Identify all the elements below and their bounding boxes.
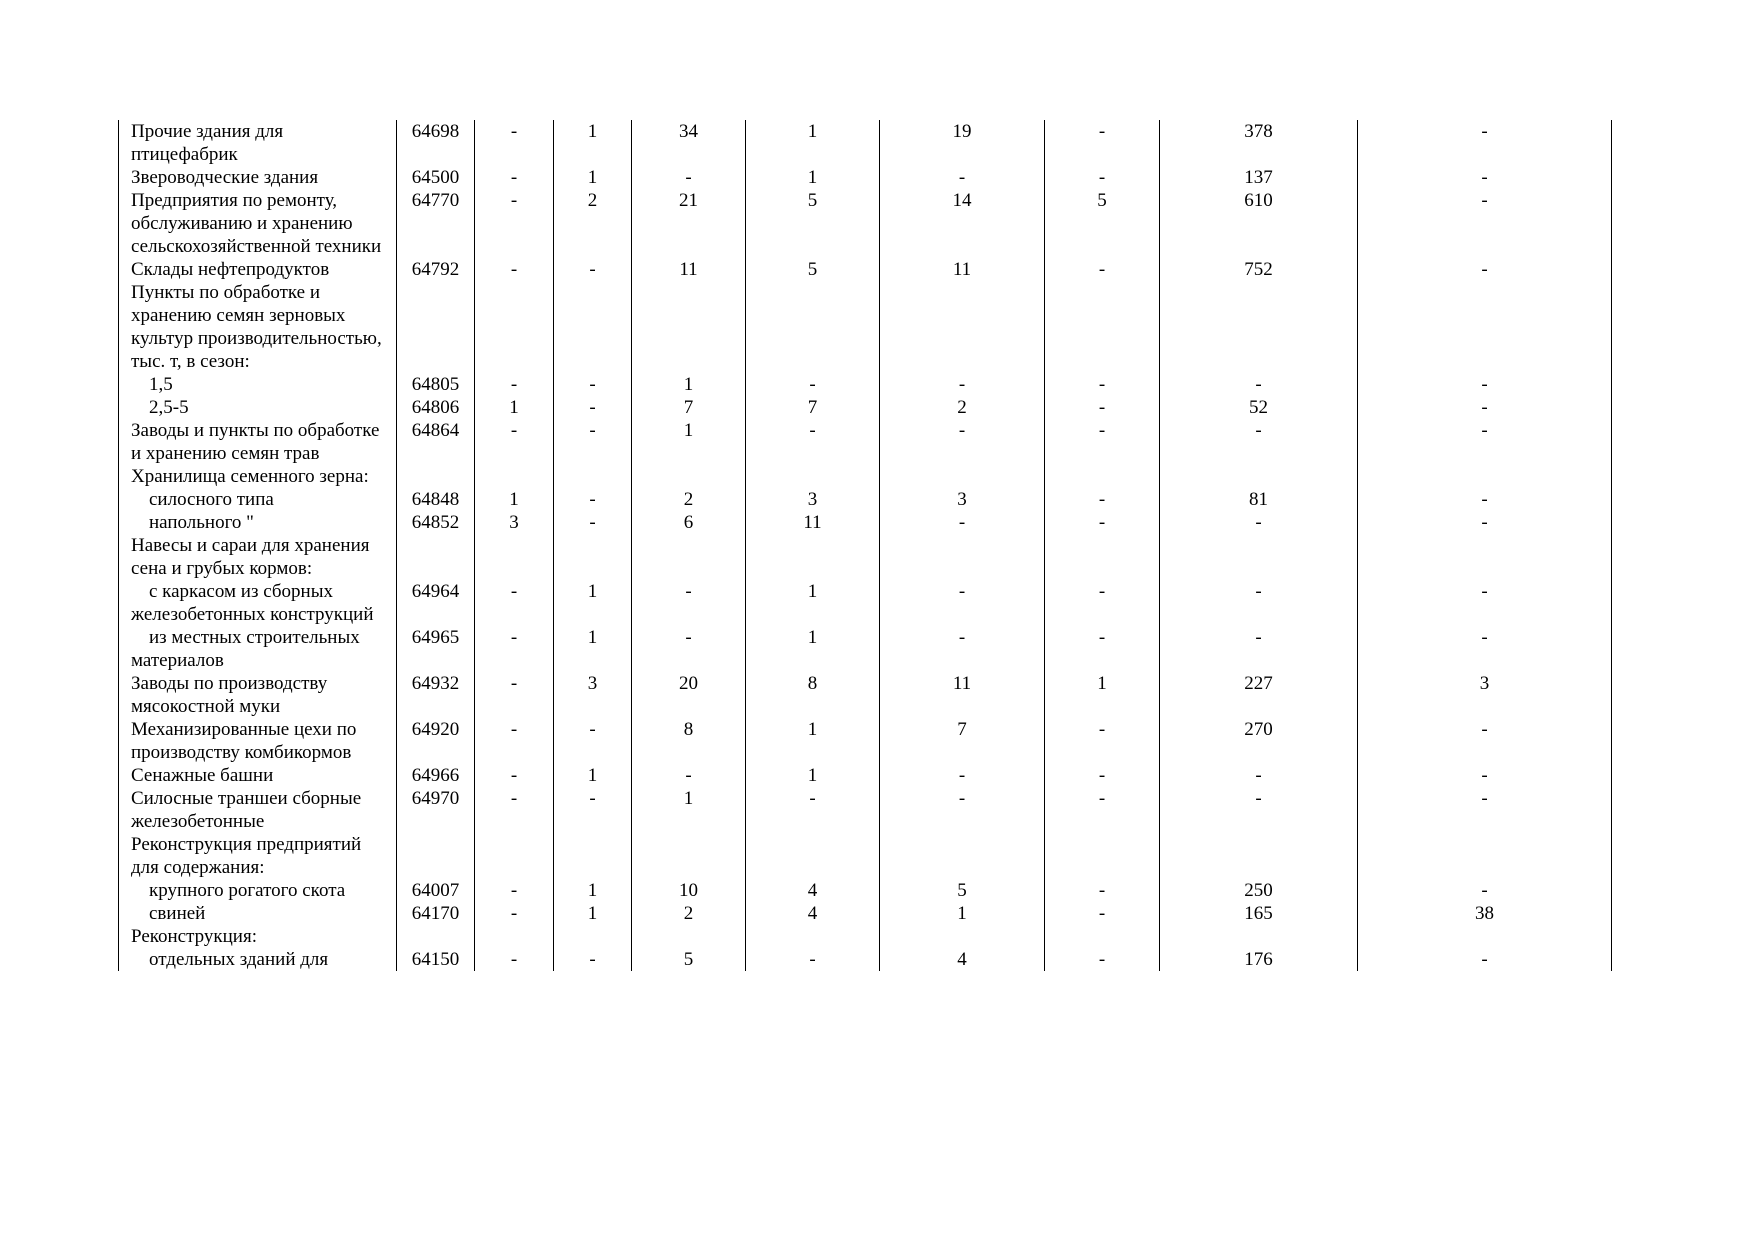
row-code: 64964 bbox=[397, 580, 475, 626]
row-name: силосного типа bbox=[119, 488, 397, 511]
row-value-5: 1 bbox=[880, 902, 1045, 925]
row-value-8: - bbox=[1358, 258, 1612, 281]
row-value-7: 81 bbox=[1160, 488, 1358, 511]
row-value-6 bbox=[1045, 833, 1160, 879]
row-value-3 bbox=[632, 465, 746, 488]
row-value-3: 2 bbox=[632, 902, 746, 925]
row-value-3: 6 bbox=[632, 511, 746, 534]
row-value-1 bbox=[475, 925, 554, 948]
row-name: свиней bbox=[119, 902, 397, 925]
row-value-8: - bbox=[1358, 396, 1612, 419]
row-value-1 bbox=[475, 534, 554, 580]
table-row bbox=[119, 879, 1612, 902]
row-value-8: - bbox=[1358, 879, 1612, 902]
row-value-1: - bbox=[475, 373, 554, 396]
row-name: 1,5 bbox=[119, 373, 397, 396]
row-code: 64150 bbox=[397, 948, 475, 971]
row-value-5: 11 bbox=[880, 258, 1045, 281]
row-value-6 bbox=[1045, 925, 1160, 948]
row-value-5: 14 bbox=[880, 189, 1045, 258]
row-value-4: - bbox=[746, 419, 880, 465]
row-value-6 bbox=[1045, 534, 1160, 580]
row-value-1: - bbox=[475, 879, 554, 902]
table-row bbox=[119, 465, 1612, 488]
row-value-4: 5 bbox=[746, 258, 880, 281]
row-value-2: - bbox=[554, 948, 632, 971]
table-row bbox=[119, 281, 1612, 373]
row-value-2: 1 bbox=[554, 120, 632, 166]
row-value-1: - bbox=[475, 120, 554, 166]
row-value-2: 3 bbox=[554, 672, 632, 718]
row-value-7 bbox=[1160, 281, 1358, 373]
row-value-8 bbox=[1358, 833, 1612, 879]
table-row bbox=[119, 419, 1612, 465]
row-value-5 bbox=[880, 465, 1045, 488]
row-value-7: 270 bbox=[1160, 718, 1358, 764]
table-row bbox=[119, 764, 1612, 787]
row-value-6: - bbox=[1045, 764, 1160, 787]
row-value-2 bbox=[554, 925, 632, 948]
row-value-4: 7 bbox=[746, 396, 880, 419]
table-row bbox=[119, 189, 1612, 258]
row-value-6: - bbox=[1045, 120, 1160, 166]
row-value-6: - bbox=[1045, 580, 1160, 626]
row-value-5: 3 bbox=[880, 488, 1045, 511]
row-value-1: - bbox=[475, 580, 554, 626]
row-value-8: - bbox=[1358, 718, 1612, 764]
row-value-2: - bbox=[554, 419, 632, 465]
row-value-1: - bbox=[475, 948, 554, 971]
row-value-8: - bbox=[1358, 511, 1612, 534]
row-value-2: - bbox=[554, 396, 632, 419]
row-value-3: - bbox=[632, 626, 746, 672]
row-value-6: 1 bbox=[1045, 672, 1160, 718]
row-value-5: 7 bbox=[880, 718, 1045, 764]
row-value-4: 5 bbox=[746, 189, 880, 258]
row-value-8: 38 bbox=[1358, 902, 1612, 925]
table-row bbox=[119, 718, 1612, 764]
row-value-6: 5 bbox=[1045, 189, 1160, 258]
table-row bbox=[119, 120, 1612, 166]
row-value-6: - bbox=[1045, 396, 1160, 419]
row-value-7: 137 bbox=[1160, 166, 1358, 189]
row-value-4: 1 bbox=[746, 120, 880, 166]
table-row bbox=[119, 580, 1612, 626]
row-value-3: - bbox=[632, 166, 746, 189]
row-name: отдельных зданий для bbox=[119, 948, 397, 971]
row-code: 64965 bbox=[397, 626, 475, 672]
row-value-8: - bbox=[1358, 948, 1612, 971]
table-row bbox=[119, 534, 1612, 580]
row-value-1: 1 bbox=[475, 488, 554, 511]
row-name: Реконструкция: bbox=[119, 925, 397, 948]
row-value-5 bbox=[880, 833, 1045, 879]
row-value-8: - bbox=[1358, 373, 1612, 396]
row-value-2: 1 bbox=[554, 764, 632, 787]
row-code bbox=[397, 465, 475, 488]
row-value-5: 19 bbox=[880, 120, 1045, 166]
row-name: Заводы и пункты по обработке и хранению семян трав bbox=[119, 419, 397, 465]
table-row bbox=[119, 258, 1612, 281]
row-value-3: 11 bbox=[632, 258, 746, 281]
row-value-5: - bbox=[880, 787, 1045, 833]
row-value-7 bbox=[1160, 833, 1358, 879]
row-value-7: 52 bbox=[1160, 396, 1358, 419]
row-code: 64920 bbox=[397, 718, 475, 764]
row-value-1 bbox=[475, 465, 554, 488]
row-value-6: - bbox=[1045, 258, 1160, 281]
row-value-8: - bbox=[1358, 166, 1612, 189]
row-value-3: 1 bbox=[632, 419, 746, 465]
row-name: Пункты по обработке и хранению семян зерновых культур производительностью, тыс. т, в сезон: bbox=[119, 281, 397, 373]
table-row bbox=[119, 488, 1612, 511]
row-value-8 bbox=[1358, 465, 1612, 488]
row-value-6: - bbox=[1045, 419, 1160, 465]
row-value-3: 5 bbox=[632, 948, 746, 971]
row-value-7: - bbox=[1160, 373, 1358, 396]
row-name: Хранилища семенного зерна: bbox=[119, 465, 397, 488]
row-code: 64852 bbox=[397, 511, 475, 534]
row-value-2: - bbox=[554, 258, 632, 281]
row-value-7: 378 bbox=[1160, 120, 1358, 166]
row-value-7: 165 bbox=[1160, 902, 1358, 925]
row-code: 64864 bbox=[397, 419, 475, 465]
row-value-3 bbox=[632, 281, 746, 373]
row-name: Навесы и сараи для хранения сена и грубых кормов: bbox=[119, 534, 397, 580]
row-value-4: 4 bbox=[746, 879, 880, 902]
row-value-5: - bbox=[880, 373, 1045, 396]
row-value-6: - bbox=[1045, 626, 1160, 672]
row-value-8: - bbox=[1358, 189, 1612, 258]
table-body bbox=[119, 120, 1612, 971]
row-value-3: 2 bbox=[632, 488, 746, 511]
row-value-4: 4 bbox=[746, 902, 880, 925]
row-value-8: - bbox=[1358, 488, 1612, 511]
row-value-5 bbox=[880, 925, 1045, 948]
row-value-2: 2 bbox=[554, 189, 632, 258]
row-value-4 bbox=[746, 925, 880, 948]
row-name: Силосные траншеи сборные железобетонные bbox=[119, 787, 397, 833]
row-code bbox=[397, 534, 475, 580]
row-value-5: 5 bbox=[880, 879, 1045, 902]
row-value-1: - bbox=[475, 787, 554, 833]
row-value-4: 1 bbox=[746, 166, 880, 189]
row-value-2: 1 bbox=[554, 580, 632, 626]
row-value-2 bbox=[554, 465, 632, 488]
row-value-8 bbox=[1358, 925, 1612, 948]
table-row bbox=[119, 166, 1612, 189]
row-value-4: - bbox=[746, 373, 880, 396]
row-value-7: 610 bbox=[1160, 189, 1358, 258]
row-value-7: - bbox=[1160, 764, 1358, 787]
row-value-2: 1 bbox=[554, 879, 632, 902]
row-value-3: 7 bbox=[632, 396, 746, 419]
row-value-4: 1 bbox=[746, 718, 880, 764]
row-name: Склады нефтепродуктов bbox=[119, 258, 397, 281]
table-row bbox=[119, 925, 1612, 948]
row-value-4: 1 bbox=[746, 626, 880, 672]
row-code: 64007 bbox=[397, 879, 475, 902]
row-value-1: - bbox=[475, 258, 554, 281]
row-value-2: - bbox=[554, 511, 632, 534]
row-value-5: 4 bbox=[880, 948, 1045, 971]
row-value-4: 8 bbox=[746, 672, 880, 718]
data-table bbox=[118, 120, 1612, 971]
row-value-7: 752 bbox=[1160, 258, 1358, 281]
row-code: 64806 bbox=[397, 396, 475, 419]
row-value-7: - bbox=[1160, 580, 1358, 626]
row-code: 64792 bbox=[397, 258, 475, 281]
row-value-8: - bbox=[1358, 419, 1612, 465]
row-value-6 bbox=[1045, 465, 1160, 488]
row-value-2 bbox=[554, 281, 632, 373]
row-value-5 bbox=[880, 281, 1045, 373]
row-name: крупного рогатого скота bbox=[119, 879, 397, 902]
row-value-5: - bbox=[880, 580, 1045, 626]
row-value-7 bbox=[1160, 465, 1358, 488]
row-value-8 bbox=[1358, 534, 1612, 580]
row-value-6: - bbox=[1045, 948, 1160, 971]
row-value-2 bbox=[554, 534, 632, 580]
row-value-3: 20 bbox=[632, 672, 746, 718]
table-row bbox=[119, 787, 1612, 833]
row-value-6 bbox=[1045, 281, 1160, 373]
row-value-8: - bbox=[1358, 120, 1612, 166]
row-name: Заводы по производству мясокостной муки bbox=[119, 672, 397, 718]
row-value-3 bbox=[632, 833, 746, 879]
row-code: 64966 bbox=[397, 764, 475, 787]
row-value-1: - bbox=[475, 189, 554, 258]
row-value-7 bbox=[1160, 534, 1358, 580]
row-value-6: - bbox=[1045, 488, 1160, 511]
row-value-4: 11 bbox=[746, 511, 880, 534]
row-name: 2,5-5 bbox=[119, 396, 397, 419]
row-value-4 bbox=[746, 833, 880, 879]
row-name: Сенажные башни bbox=[119, 764, 397, 787]
row-value-4: 1 bbox=[746, 764, 880, 787]
row-value-3 bbox=[632, 925, 746, 948]
row-value-1: - bbox=[475, 672, 554, 718]
table-row bbox=[119, 373, 1612, 396]
row-name: напольного " bbox=[119, 511, 397, 534]
row-value-7: - bbox=[1160, 419, 1358, 465]
row-value-6: - bbox=[1045, 511, 1160, 534]
row-value-4: 1 bbox=[746, 580, 880, 626]
table-row bbox=[119, 948, 1612, 971]
row-code: 64932 bbox=[397, 672, 475, 718]
row-value-2: - bbox=[554, 373, 632, 396]
row-value-3: 21 bbox=[632, 189, 746, 258]
row-value-2: - bbox=[554, 718, 632, 764]
table-row bbox=[119, 626, 1612, 672]
row-value-7: 176 bbox=[1160, 948, 1358, 971]
table-row bbox=[119, 672, 1612, 718]
row-value-1: - bbox=[475, 626, 554, 672]
row-value-7: 227 bbox=[1160, 672, 1358, 718]
row-name: Звероводческие здания bbox=[119, 166, 397, 189]
row-value-5: - bbox=[880, 511, 1045, 534]
row-name: из местных строительных материалов bbox=[119, 626, 397, 672]
row-value-8: - bbox=[1358, 626, 1612, 672]
row-value-1 bbox=[475, 833, 554, 879]
row-value-1: - bbox=[475, 718, 554, 764]
row-value-2: 1 bbox=[554, 626, 632, 672]
row-value-4 bbox=[746, 465, 880, 488]
row-value-7: - bbox=[1160, 511, 1358, 534]
row-value-1: - bbox=[475, 419, 554, 465]
row-name: Механизированные цехи по производству комбикормов bbox=[119, 718, 397, 764]
row-value-8: - bbox=[1358, 787, 1612, 833]
row-value-1: 1 bbox=[475, 396, 554, 419]
table-row bbox=[119, 396, 1612, 419]
row-name: Предприятия по ремонту, обслуживанию и хранению сельскохозяйственной техники bbox=[119, 189, 397, 258]
row-name: Прочие здания для птицефабрик bbox=[119, 120, 397, 166]
row-value-5 bbox=[880, 534, 1045, 580]
row-code: 64770 bbox=[397, 189, 475, 258]
row-value-2 bbox=[554, 833, 632, 879]
row-value-4: 3 bbox=[746, 488, 880, 511]
row-value-2: - bbox=[554, 488, 632, 511]
row-value-3: - bbox=[632, 764, 746, 787]
row-value-3 bbox=[632, 534, 746, 580]
row-value-8: 3 bbox=[1358, 672, 1612, 718]
row-value-3: 10 bbox=[632, 879, 746, 902]
row-value-3: 34 bbox=[632, 120, 746, 166]
row-value-1: - bbox=[475, 166, 554, 189]
row-code: 64970 bbox=[397, 787, 475, 833]
row-value-6: - bbox=[1045, 879, 1160, 902]
row-value-3: 1 bbox=[632, 373, 746, 396]
row-value-5: 2 bbox=[880, 396, 1045, 419]
row-value-5: - bbox=[880, 166, 1045, 189]
row-value-7: - bbox=[1160, 626, 1358, 672]
row-code: 64698 bbox=[397, 120, 475, 166]
row-value-4: - bbox=[746, 787, 880, 833]
row-value-5: - bbox=[880, 626, 1045, 672]
row-value-3: - bbox=[632, 580, 746, 626]
row-code: 64500 bbox=[397, 166, 475, 189]
row-value-3: 1 bbox=[632, 787, 746, 833]
table-row bbox=[119, 833, 1612, 879]
row-code: 64805 bbox=[397, 373, 475, 396]
row-value-7: - bbox=[1160, 787, 1358, 833]
row-value-7 bbox=[1160, 925, 1358, 948]
row-value-4 bbox=[746, 281, 880, 373]
row-value-6: - bbox=[1045, 373, 1160, 396]
table-row bbox=[119, 511, 1612, 534]
row-code bbox=[397, 925, 475, 948]
row-value-1: - bbox=[475, 764, 554, 787]
row-value-5: - bbox=[880, 419, 1045, 465]
row-value-3: 8 bbox=[632, 718, 746, 764]
row-value-6: - bbox=[1045, 166, 1160, 189]
row-value-1: 3 bbox=[475, 511, 554, 534]
row-code bbox=[397, 833, 475, 879]
row-value-8 bbox=[1358, 281, 1612, 373]
row-value-6: - bbox=[1045, 787, 1160, 833]
row-value-1 bbox=[475, 281, 554, 373]
row-value-1: - bbox=[475, 902, 554, 925]
row-value-7: 250 bbox=[1160, 879, 1358, 902]
row-value-4 bbox=[746, 534, 880, 580]
row-value-4: - bbox=[746, 948, 880, 971]
row-value-5: - bbox=[880, 764, 1045, 787]
row-value-6: - bbox=[1045, 718, 1160, 764]
row-code: 64170 bbox=[397, 902, 475, 925]
row-value-6: - bbox=[1045, 902, 1160, 925]
row-name: с каркасом из сборных железобетонных конструкций bbox=[119, 580, 397, 626]
row-value-8: - bbox=[1358, 764, 1612, 787]
row-code bbox=[397, 281, 475, 373]
row-value-8: - bbox=[1358, 580, 1612, 626]
row-value-2: 1 bbox=[554, 166, 632, 189]
table-row bbox=[119, 902, 1612, 925]
row-value-5: 11 bbox=[880, 672, 1045, 718]
row-value-2: - bbox=[554, 787, 632, 833]
row-value-2: 1 bbox=[554, 902, 632, 925]
row-name: Реконструкция предприятий для содержания: bbox=[119, 833, 397, 879]
row-code: 64848 bbox=[397, 488, 475, 511]
